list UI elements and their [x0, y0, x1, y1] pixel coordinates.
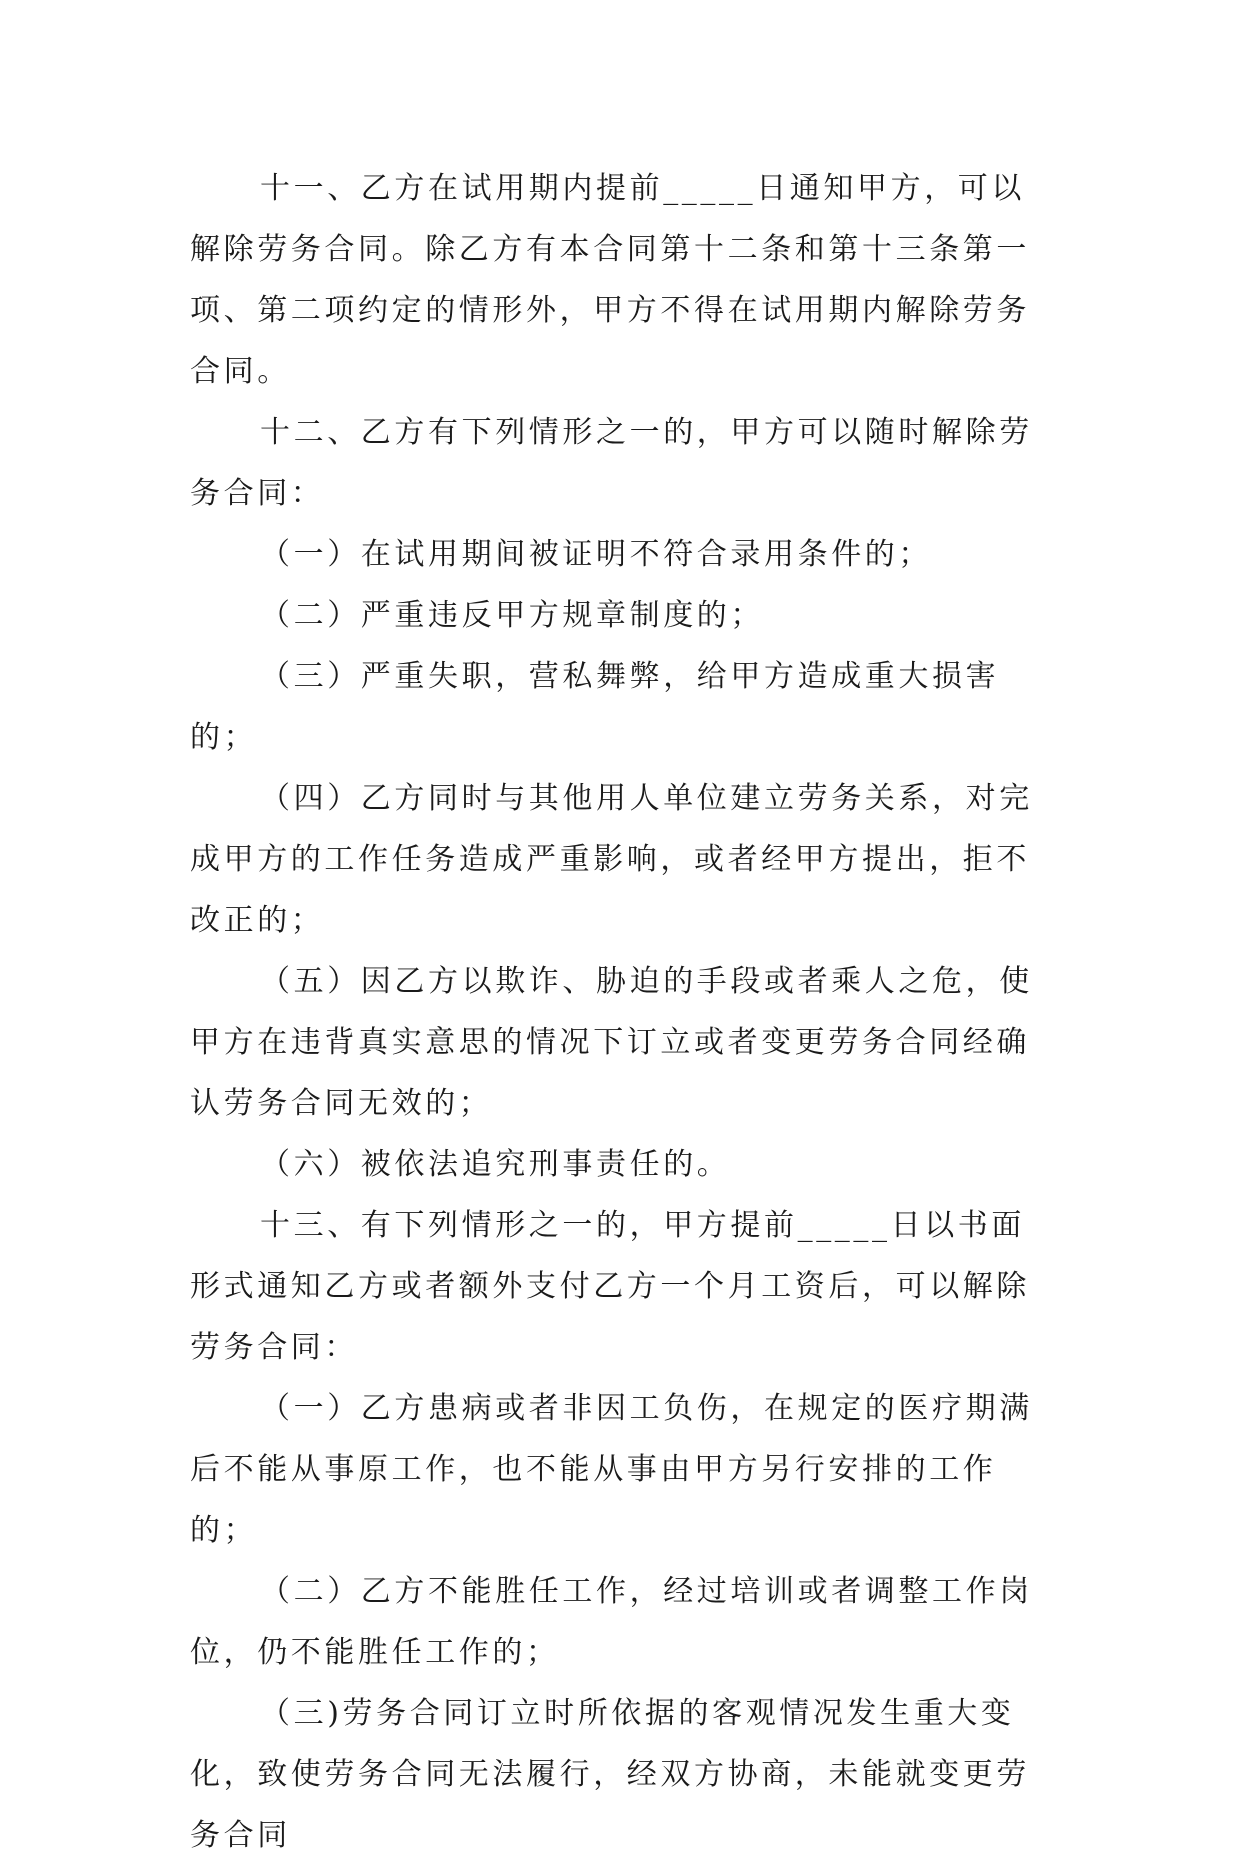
clause-11-paragraph: 十一、乙方在试用期内提前_____日通知甲方，可以解除劳务合同。除乙方有本合同第十二条和第十三条第一项、第二项约定的情形外，甲方不得在试用期内解除劳务合同。: [190, 171, 1030, 389]
clause-12-item-2: （二）严重违反甲方规章制度的；: [260, 598, 764, 633]
clause-13-item-3: （三)劳务合同订立时所依据的客观情况发生重大变化，致使劳务合同无法履行，经双方协商，未能就变更劳务合同: [190, 1696, 1030, 1853]
clause-13-item-2: （二）乙方不能胜任工作，经过培训或者调整工作岗位，仍不能胜任工作的；: [190, 1574, 1033, 1670]
clause-12-item-4: （四）乙方同时与其他用人单位建立劳务关系，对完成甲方的工作任务造成严重影响，或者经甲方提出，拒不改正的；: [190, 781, 1033, 938]
clause-12-item-5: （五）因乙方以欺诈、胁迫的手段或者乘人之危，使甲方在违背真实意思的情况下订立或者变更劳务合同经确认劳务合同无效的；: [190, 964, 1033, 1121]
clause-12-item-6: （六）被依法追究刑事责任的。: [260, 1147, 731, 1182]
clause-13-item-1: （一）乙方患病或者非因工负伤，在规定的医疗期满后不能从事原工作，也不能从事由甲方另行安排的工作的；: [190, 1391, 1033, 1548]
clause-12-item-3: （三）严重失职，营私舞弊，给甲方造成重大损害的；: [190, 659, 1000, 755]
clause-13-paragraph: 十三、有下列情形之一的，甲方提前_____日以书面形式通知乙方或者额外支付乙方一个月工资后，可以解除劳务合同：: [190, 1208, 1030, 1365]
document-body: [190, 158, 1050, 1866]
clause-12-item-1: （一）在试用期间被证明不符合录用条件的；: [260, 537, 932, 572]
clause-12-paragraph: 十二、乙方有下列情形之一的，甲方可以随时解除劳务合同：: [190, 415, 1033, 511]
